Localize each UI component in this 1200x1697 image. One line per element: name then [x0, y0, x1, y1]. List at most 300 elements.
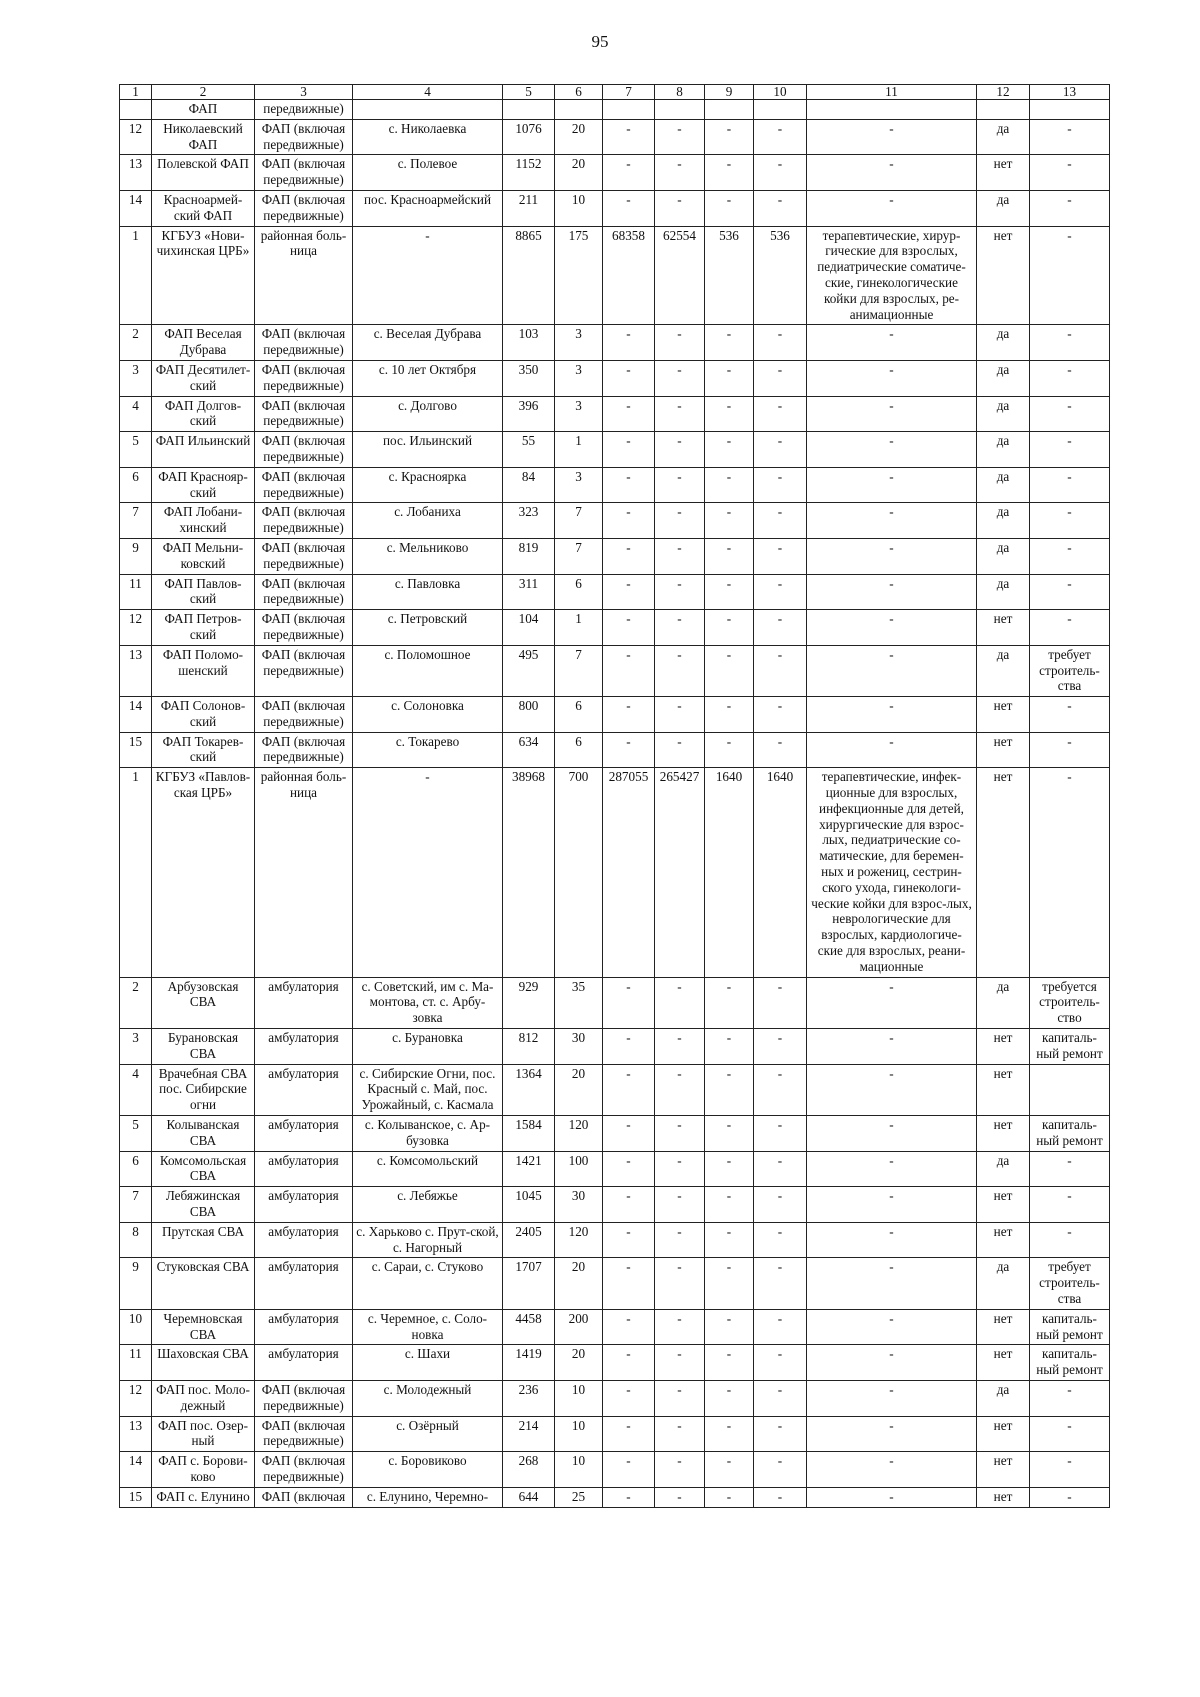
row-number: 6 [120, 1151, 152, 1187]
facility-name: ФАП Мельни-ковский [152, 538, 255, 574]
bed-profiles: - [807, 645, 977, 696]
col10-value: - [754, 1029, 807, 1065]
facility-name: Колыванская СВА [152, 1116, 255, 1152]
bed-profiles: - [807, 396, 977, 432]
facility-name: Красноармей-ский ФАП [152, 190, 255, 226]
bed-profiles: - [807, 1151, 977, 1187]
facility-name: ФАП Петров-ский [152, 610, 255, 646]
col7-value [603, 100, 655, 120]
capacity: 10 [555, 190, 603, 226]
needs: - [1030, 1151, 1110, 1187]
population: 103 [503, 325, 555, 361]
facility-name: ФАП Лобани-хинский [152, 503, 255, 539]
population [503, 100, 555, 120]
row-number: 12 [120, 119, 152, 155]
facility-name: Арбузовская СВА [152, 977, 255, 1028]
facility-type: ФАП (включая передвижные) [255, 155, 353, 191]
settlements: пос. Красноармейский [353, 190, 503, 226]
availability: нет [977, 1345, 1030, 1381]
col8-value: - [655, 432, 705, 468]
needs: - [1030, 325, 1110, 361]
col9-value: - [705, 1452, 754, 1488]
bed-profiles: - [807, 1452, 977, 1488]
col9-value: - [705, 1309, 754, 1345]
col10-value: 1640 [754, 768, 807, 977]
col9-value: - [705, 610, 754, 646]
capacity: 120 [555, 1116, 603, 1152]
col8-value: - [655, 1416, 705, 1452]
population: 644 [503, 1487, 555, 1507]
col9-value: - [705, 574, 754, 610]
col10-value: - [754, 1258, 807, 1309]
facility-name: ФАП с. Елунино [152, 1487, 255, 1507]
col8-value: - [655, 538, 705, 574]
col9-value: - [705, 155, 754, 191]
population: 38968 [503, 768, 555, 977]
column-number: 6 [555, 85, 603, 100]
table-row [120, 155, 1110, 191]
settlements: с. Сараи, с. Стуково [353, 1258, 503, 1309]
population: 2405 [503, 1222, 555, 1258]
row-number: 12 [120, 610, 152, 646]
facility-type: ФАП (включая передвижные) [255, 1380, 353, 1416]
col8-value: - [655, 645, 705, 696]
settlements: с. Советский, им с. Ма-монтова, ст. с. Арбу-зовка [353, 977, 503, 1028]
col7-value: - [603, 1452, 655, 1488]
needs: капиталь-ный ремонт [1030, 1309, 1110, 1345]
col8-value: - [655, 1452, 705, 1488]
col8-value: - [655, 190, 705, 226]
population: 1152 [503, 155, 555, 191]
capacity: 10 [555, 1380, 603, 1416]
col9-value: - [705, 325, 754, 361]
bed-profiles: - [807, 1116, 977, 1152]
settlements: с. Николаевка [353, 119, 503, 155]
availability: нет [977, 1222, 1030, 1258]
settlements: с. Павловка [353, 574, 503, 610]
col7-value: - [603, 977, 655, 1028]
facility-name: Шаховская СВА [152, 1345, 255, 1381]
col10-value: - [754, 1309, 807, 1345]
col9-value: - [705, 119, 754, 155]
needs: требуется строитель-ство [1030, 977, 1110, 1028]
facility-type: ФАП (включая передвижные) [255, 645, 353, 696]
facility-type: амбулатория [255, 1064, 353, 1115]
row-number: 5 [120, 1116, 152, 1152]
column-number: 11 [807, 85, 977, 100]
col9-value: - [705, 732, 754, 768]
col8-value: - [655, 610, 705, 646]
availability: да [977, 977, 1030, 1028]
facility-type: ФАП (включая передвижные) [255, 396, 353, 432]
facility-type: амбулатория [255, 1187, 353, 1223]
needs: - [1030, 360, 1110, 396]
table-row [120, 697, 1110, 733]
table-row [120, 1222, 1110, 1258]
availability: да [977, 432, 1030, 468]
table-row [120, 1416, 1110, 1452]
column-number-row [120, 85, 1110, 100]
availability: нет [977, 1309, 1030, 1345]
needs: - [1030, 1452, 1110, 1488]
col9-value: - [705, 467, 754, 503]
needs: - [1030, 574, 1110, 610]
needs: - [1030, 396, 1110, 432]
facility-name: ФАП Токарев-ский [152, 732, 255, 768]
population: 84 [503, 467, 555, 503]
bed-profiles: - [807, 1380, 977, 1416]
col9-value: - [705, 360, 754, 396]
population: 1421 [503, 1151, 555, 1187]
table-body [120, 85, 1110, 1508]
bed-profiles: - [807, 610, 977, 646]
row-number: 13 [120, 1416, 152, 1452]
table-row [120, 1029, 1110, 1065]
capacity: 6 [555, 732, 603, 768]
capacity: 20 [555, 1064, 603, 1115]
facility-type: районная боль-ница [255, 768, 353, 977]
population: 214 [503, 1416, 555, 1452]
table-row [120, 1309, 1110, 1345]
bed-profiles: - [807, 503, 977, 539]
bed-profiles: - [807, 732, 977, 768]
availability: да [977, 119, 1030, 155]
row-number: 2 [120, 325, 152, 361]
facility-name: Черемновская СВА [152, 1309, 255, 1345]
col9-value: - [705, 1151, 754, 1187]
col10-value: - [754, 1151, 807, 1187]
capacity: 20 [555, 1345, 603, 1381]
bed-profiles: - [807, 1064, 977, 1115]
facility-name: ФАП Долгов-ский [152, 396, 255, 432]
availability: да [977, 538, 1030, 574]
needs: - [1030, 1187, 1110, 1223]
settlements: с. Шахи [353, 1345, 503, 1381]
facility-type: амбулатория [255, 977, 353, 1028]
needs: - [1030, 768, 1110, 977]
col8-value: - [655, 119, 705, 155]
capacity: 10 [555, 1452, 603, 1488]
population: 1584 [503, 1116, 555, 1152]
row-number: 3 [120, 360, 152, 396]
facility-name: ФАП Ильинский [152, 432, 255, 468]
capacity: 20 [555, 1258, 603, 1309]
needs: требует строитель-ства [1030, 645, 1110, 696]
col10-value: - [754, 432, 807, 468]
col10-value: - [754, 1187, 807, 1223]
column-number: 4 [353, 85, 503, 100]
col7-value: - [603, 1187, 655, 1223]
needs: - [1030, 432, 1110, 468]
col8-value: - [655, 155, 705, 191]
needs: требует строитель-ства [1030, 1258, 1110, 1309]
table-row [120, 1452, 1110, 1488]
bed-profiles: - [807, 432, 977, 468]
table-row [120, 977, 1110, 1028]
facility-type: амбулатория [255, 1309, 353, 1345]
needs: - [1030, 1416, 1110, 1452]
availability: да [977, 360, 1030, 396]
col10-value: - [754, 467, 807, 503]
col8-value: - [655, 574, 705, 610]
facility-type: ФАП (включая передвижные) [255, 610, 353, 646]
table-row [120, 574, 1110, 610]
facility-name: Прутская СВА [152, 1222, 255, 1258]
needs: - [1030, 1222, 1110, 1258]
availability: нет [977, 226, 1030, 325]
facilities-table [119, 84, 1110, 1508]
settlements: с. Веселая Дубрава [353, 325, 503, 361]
col8-value: - [655, 1029, 705, 1065]
col10-value: - [754, 1222, 807, 1258]
facility-name: ФАП Павлов-ский [152, 574, 255, 610]
settlements: с. Токарево [353, 732, 503, 768]
settlements: с. Комсомольский [353, 1151, 503, 1187]
population: 819 [503, 538, 555, 574]
needs [1030, 1064, 1110, 1115]
settlements [353, 100, 503, 120]
row-number: 14 [120, 190, 152, 226]
availability: нет [977, 610, 1030, 646]
availability: нет [977, 732, 1030, 768]
bed-profiles: - [807, 977, 977, 1028]
table-row [120, 190, 1110, 226]
facility-type: районная боль-ница [255, 226, 353, 325]
bed-profiles: - [807, 1187, 977, 1223]
col9-value: - [705, 1064, 754, 1115]
facility-name: ФАП Поломо-шенский [152, 645, 255, 696]
population: 350 [503, 360, 555, 396]
needs: - [1030, 226, 1110, 325]
population: 1364 [503, 1064, 555, 1115]
page-number: 95 [591, 32, 609, 51]
facility-name: Стуковская СВА [152, 1258, 255, 1309]
row-number: 3 [120, 1029, 152, 1065]
capacity [555, 100, 603, 120]
bed-profiles: - [807, 1345, 977, 1381]
row-number: 4 [120, 1064, 152, 1115]
col8-value: 62554 [655, 226, 705, 325]
facility-name: Николаевский ФАП [152, 119, 255, 155]
population: 1076 [503, 119, 555, 155]
needs: - [1030, 610, 1110, 646]
col7-value: - [603, 645, 655, 696]
col9-value: - [705, 1416, 754, 1452]
column-number: 5 [503, 85, 555, 100]
col7-value: - [603, 396, 655, 432]
capacity: 3 [555, 396, 603, 432]
capacity: 1 [555, 432, 603, 468]
facility-type: ФАП (включая передвижные) [255, 574, 353, 610]
needs: капиталь-ный ремонт [1030, 1116, 1110, 1152]
col7-value: - [603, 325, 655, 361]
availability: нет [977, 1487, 1030, 1507]
col7-value: 287055 [603, 768, 655, 977]
table-row [120, 538, 1110, 574]
column-number: 1 [120, 85, 152, 100]
capacity: 100 [555, 1151, 603, 1187]
capacity: 7 [555, 503, 603, 539]
col7-value: - [603, 467, 655, 503]
facility-name: Врачебная СВА пос. Сибирские огни [152, 1064, 255, 1115]
availability: да [977, 645, 1030, 696]
col7-value: - [603, 1116, 655, 1152]
column-number: 10 [754, 85, 807, 100]
column-number: 2 [152, 85, 255, 100]
availability: нет [977, 1064, 1030, 1115]
availability: нет [977, 768, 1030, 977]
capacity: 35 [555, 977, 603, 1028]
facility-type: амбулатория [255, 1258, 353, 1309]
bed-profiles: - [807, 467, 977, 503]
capacity: 20 [555, 119, 603, 155]
col10-value: - [754, 1345, 807, 1381]
needs [1030, 100, 1110, 120]
column-number: 9 [705, 85, 754, 100]
col10-value: - [754, 610, 807, 646]
col9-value [705, 100, 754, 120]
facility-type: амбулатория [255, 1029, 353, 1065]
facility-type: ФАП (включая передвижные) [255, 1416, 353, 1452]
col8-value: - [655, 1187, 705, 1223]
col7-value: - [603, 503, 655, 539]
table-row [120, 1380, 1110, 1416]
bed-profiles: - [807, 1487, 977, 1507]
facility-name: ФАП пос. Озер-ный [152, 1416, 255, 1452]
row-number: 8 [120, 1222, 152, 1258]
settlements: с. Лебяжье [353, 1187, 503, 1223]
capacity: 20 [555, 155, 603, 191]
settlements: с. Красноярка [353, 467, 503, 503]
col7-value: - [603, 119, 655, 155]
facility-type: ФАП (включая передвижные) [255, 732, 353, 768]
settlements: с. Мельниково [353, 538, 503, 574]
col7-value: - [603, 732, 655, 768]
population: 812 [503, 1029, 555, 1065]
col9-value: - [705, 1029, 754, 1065]
col8-value: 265427 [655, 768, 705, 977]
settlements: с. Лобаниха [353, 503, 503, 539]
col8-value: - [655, 1222, 705, 1258]
availability: да [977, 1151, 1030, 1187]
col10-value [754, 100, 807, 120]
table-row [120, 1187, 1110, 1223]
needs: - [1030, 119, 1110, 155]
row-number: 14 [120, 1452, 152, 1488]
col8-value: - [655, 1258, 705, 1309]
facility-type: ФАП (включая передвижные) [255, 1452, 353, 1488]
availability: да [977, 325, 1030, 361]
settlements: с. Бурановка [353, 1029, 503, 1065]
col9-value: - [705, 977, 754, 1028]
col9-value: - [705, 432, 754, 468]
row-number: 5 [120, 432, 152, 468]
table-row [120, 1345, 1110, 1381]
row-number: 10 [120, 1309, 152, 1345]
col10-value: - [754, 396, 807, 432]
table-row [120, 325, 1110, 361]
col9-value: - [705, 190, 754, 226]
population: 929 [503, 977, 555, 1028]
facility-name: ФАП Веселая Дубрава [152, 325, 255, 361]
facility-type: ФАП (включая передвижные) [255, 190, 353, 226]
col10-value: - [754, 360, 807, 396]
col7-value: - [603, 1309, 655, 1345]
column-number: 3 [255, 85, 353, 100]
col7-value: - [603, 697, 655, 733]
facility-type: передвижные) [255, 100, 353, 120]
table-row [120, 1258, 1110, 1309]
col7-value: - [603, 538, 655, 574]
col9-value: - [705, 697, 754, 733]
col10-value: - [754, 977, 807, 1028]
col10-value: 536 [754, 226, 807, 325]
settlements: с. Долгово [353, 396, 503, 432]
settlements: с. Колыванское, с. Ар-бузовка [353, 1116, 503, 1152]
facility-name: ФАП Десятилет-ский [152, 360, 255, 396]
bed-profiles: - [807, 1258, 977, 1309]
facility-type: амбулатория [255, 1345, 353, 1381]
col8-value: - [655, 1064, 705, 1115]
availability: нет [977, 1116, 1030, 1152]
needs: - [1030, 467, 1110, 503]
needs: капиталь-ный ремонт [1030, 1029, 1110, 1065]
needs: - [1030, 1487, 1110, 1507]
capacity: 25 [555, 1487, 603, 1507]
col9-value: - [705, 538, 754, 574]
table-row [120, 396, 1110, 432]
settlements: с. 10 лет Октября [353, 360, 503, 396]
col7-value: - [603, 190, 655, 226]
settlements: с. Харьково с. Прут-ской, с. Нагорный [353, 1222, 503, 1258]
facility-type: ФАП (включая передвижные) [255, 697, 353, 733]
facility-type: ФАП (включая передвижные) [255, 467, 353, 503]
settlements: - [353, 226, 503, 325]
settlements: с. Петровский [353, 610, 503, 646]
population: 323 [503, 503, 555, 539]
bed-profiles: - [807, 697, 977, 733]
bed-profiles: - [807, 1029, 977, 1065]
row-number: 1 [120, 226, 152, 325]
col9-value: - [705, 1222, 754, 1258]
facility-type: ФАП (включая передвижные) [255, 325, 353, 361]
facility-name: ФАП Солонов-ский [152, 697, 255, 733]
facility-type: амбулатория [255, 1222, 353, 1258]
row-number: 2 [120, 977, 152, 1028]
capacity: 3 [555, 467, 603, 503]
row-number: 7 [120, 1187, 152, 1223]
col10-value: - [754, 503, 807, 539]
col9-value: - [705, 1345, 754, 1381]
facility-name: КГБУЗ «Павлов-ская ЦРБ» [152, 768, 255, 977]
col8-value: - [655, 360, 705, 396]
col10-value: - [754, 697, 807, 733]
availability: нет [977, 1416, 1030, 1452]
population: 495 [503, 645, 555, 696]
col7-value: - [603, 1151, 655, 1187]
capacity: 6 [555, 574, 603, 610]
col10-value: - [754, 155, 807, 191]
col7-value: - [603, 432, 655, 468]
facility-name: ФАП [152, 100, 255, 120]
col8-value: - [655, 1116, 705, 1152]
col8-value: - [655, 1380, 705, 1416]
col10-value: - [754, 190, 807, 226]
col8-value: - [655, 1345, 705, 1381]
table-row [120, 768, 1110, 977]
settlements: с. Сибирские Огни, пос. Красный с. Май, пос. Урожайный, с. Касмала [353, 1064, 503, 1115]
population: 1419 [503, 1345, 555, 1381]
